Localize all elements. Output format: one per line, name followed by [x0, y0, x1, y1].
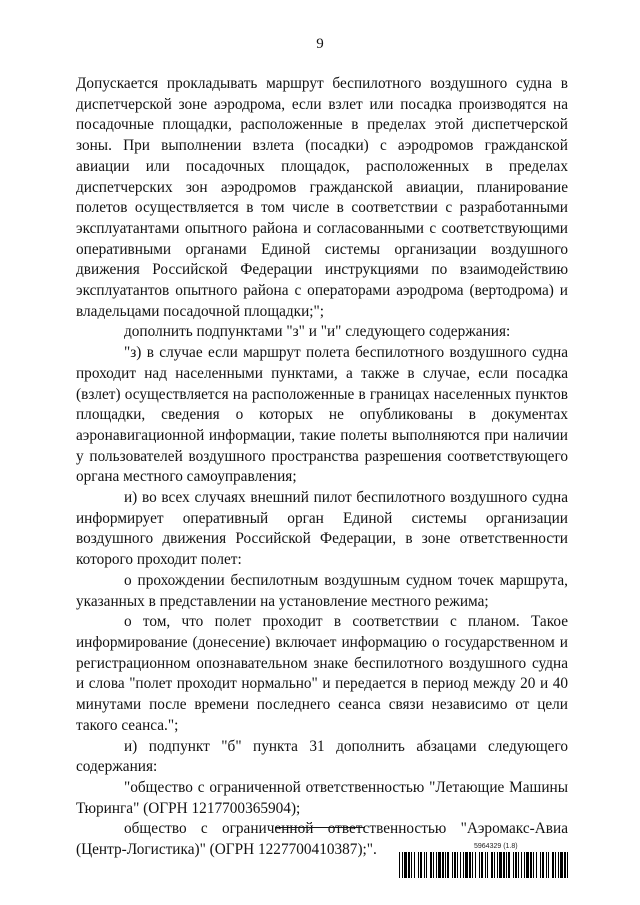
paragraph-point-31: и) подпункт "б" пункта 31 дополнить абзацами следующего содержания: [76, 737, 568, 776]
end-separator-line [275, 827, 365, 828]
page-number: 9 [316, 36, 324, 52]
paragraph-airspace-route: Допускается прокладывать маршрут беспилотного воздушного судна в диспетчерской зоне аэродрома, если взлет или посадка производятся на посадочные площадки, расположенные в пределах этой диспетчерской зоны. При выполнении взлета (посадки) с аэродромов гражданской авиации или посадочных площадок, расположенных в пределах диспетчерских зон аэродромов гражданской авиации, планирование полетов осуществляется в том числе в соответствии с разработанными эксплуатантами опытного района и согласованными с соответствующими оперативными органами Единой системы организации воздушного движения Российской Федерации инструкциями по взаимодействию эксплуатантов опытного района с операторами аэродрома (вертодрома) и владельцами посадочной площадки;"; [76, 75, 568, 320]
paragraph-subpoint-i: и) во всех случаях внешний пилот беспилотного воздушного судна информирует оперативный орган Единой системы организации воздушного движения Российской Федерации, в зоне ответственности которого проходит полет: [76, 489, 568, 569]
paragraph-company-2: общество с ограниченной ответственностью "Аэромакс-Авиа (Центр-Логистика)" (ОГРН 1227700410387);". [76, 820, 568, 859]
paragraph-route-points: о прохождении беспилотным воздушным судном точек маршрута, указанных в представлении на установление местного режима; [76, 571, 568, 610]
paragraph-add-subpoints: дополнить подпунктами "з" и "и" следующего содержания: [124, 323, 511, 341]
paragraph-subpoint-z: "з) в случае если маршрут полета беспилотного воздушного судна проходит над населенными пунктами, а также в случае, если посадка (взлет) осуществляется на расположенные в границах населенных пунктов площадки, сведения о которых не опубликованы в документах аэронавигационной информации, такие полеты выполняются при наличии у пользователей воздушного пространства разрешения соответствующего органа местного самоуправления; [76, 344, 568, 486]
paragraph-company-1: "общество с ограниченной ответственностью "Летающие Машины Тюринга" (ОГРН 1217700365904); [76, 778, 568, 817]
paragraph-flight-plan: о том, что полет проходит в соответствии с планом. Такое информирование (донесение) включает информацию о государственном и регистрационном опознавательном знаке беспилотного воздушного судна и слова "полет проходит нормально" и передается в период между 20 и 40 минутами после времени последнего сеанса связи независимо от цели такого сеанса."; [76, 613, 568, 734]
document-body [76, 74, 568, 861]
barcode-id: 5964329 (1.8) [474, 843, 518, 850]
barcode-icon [399, 852, 569, 878]
